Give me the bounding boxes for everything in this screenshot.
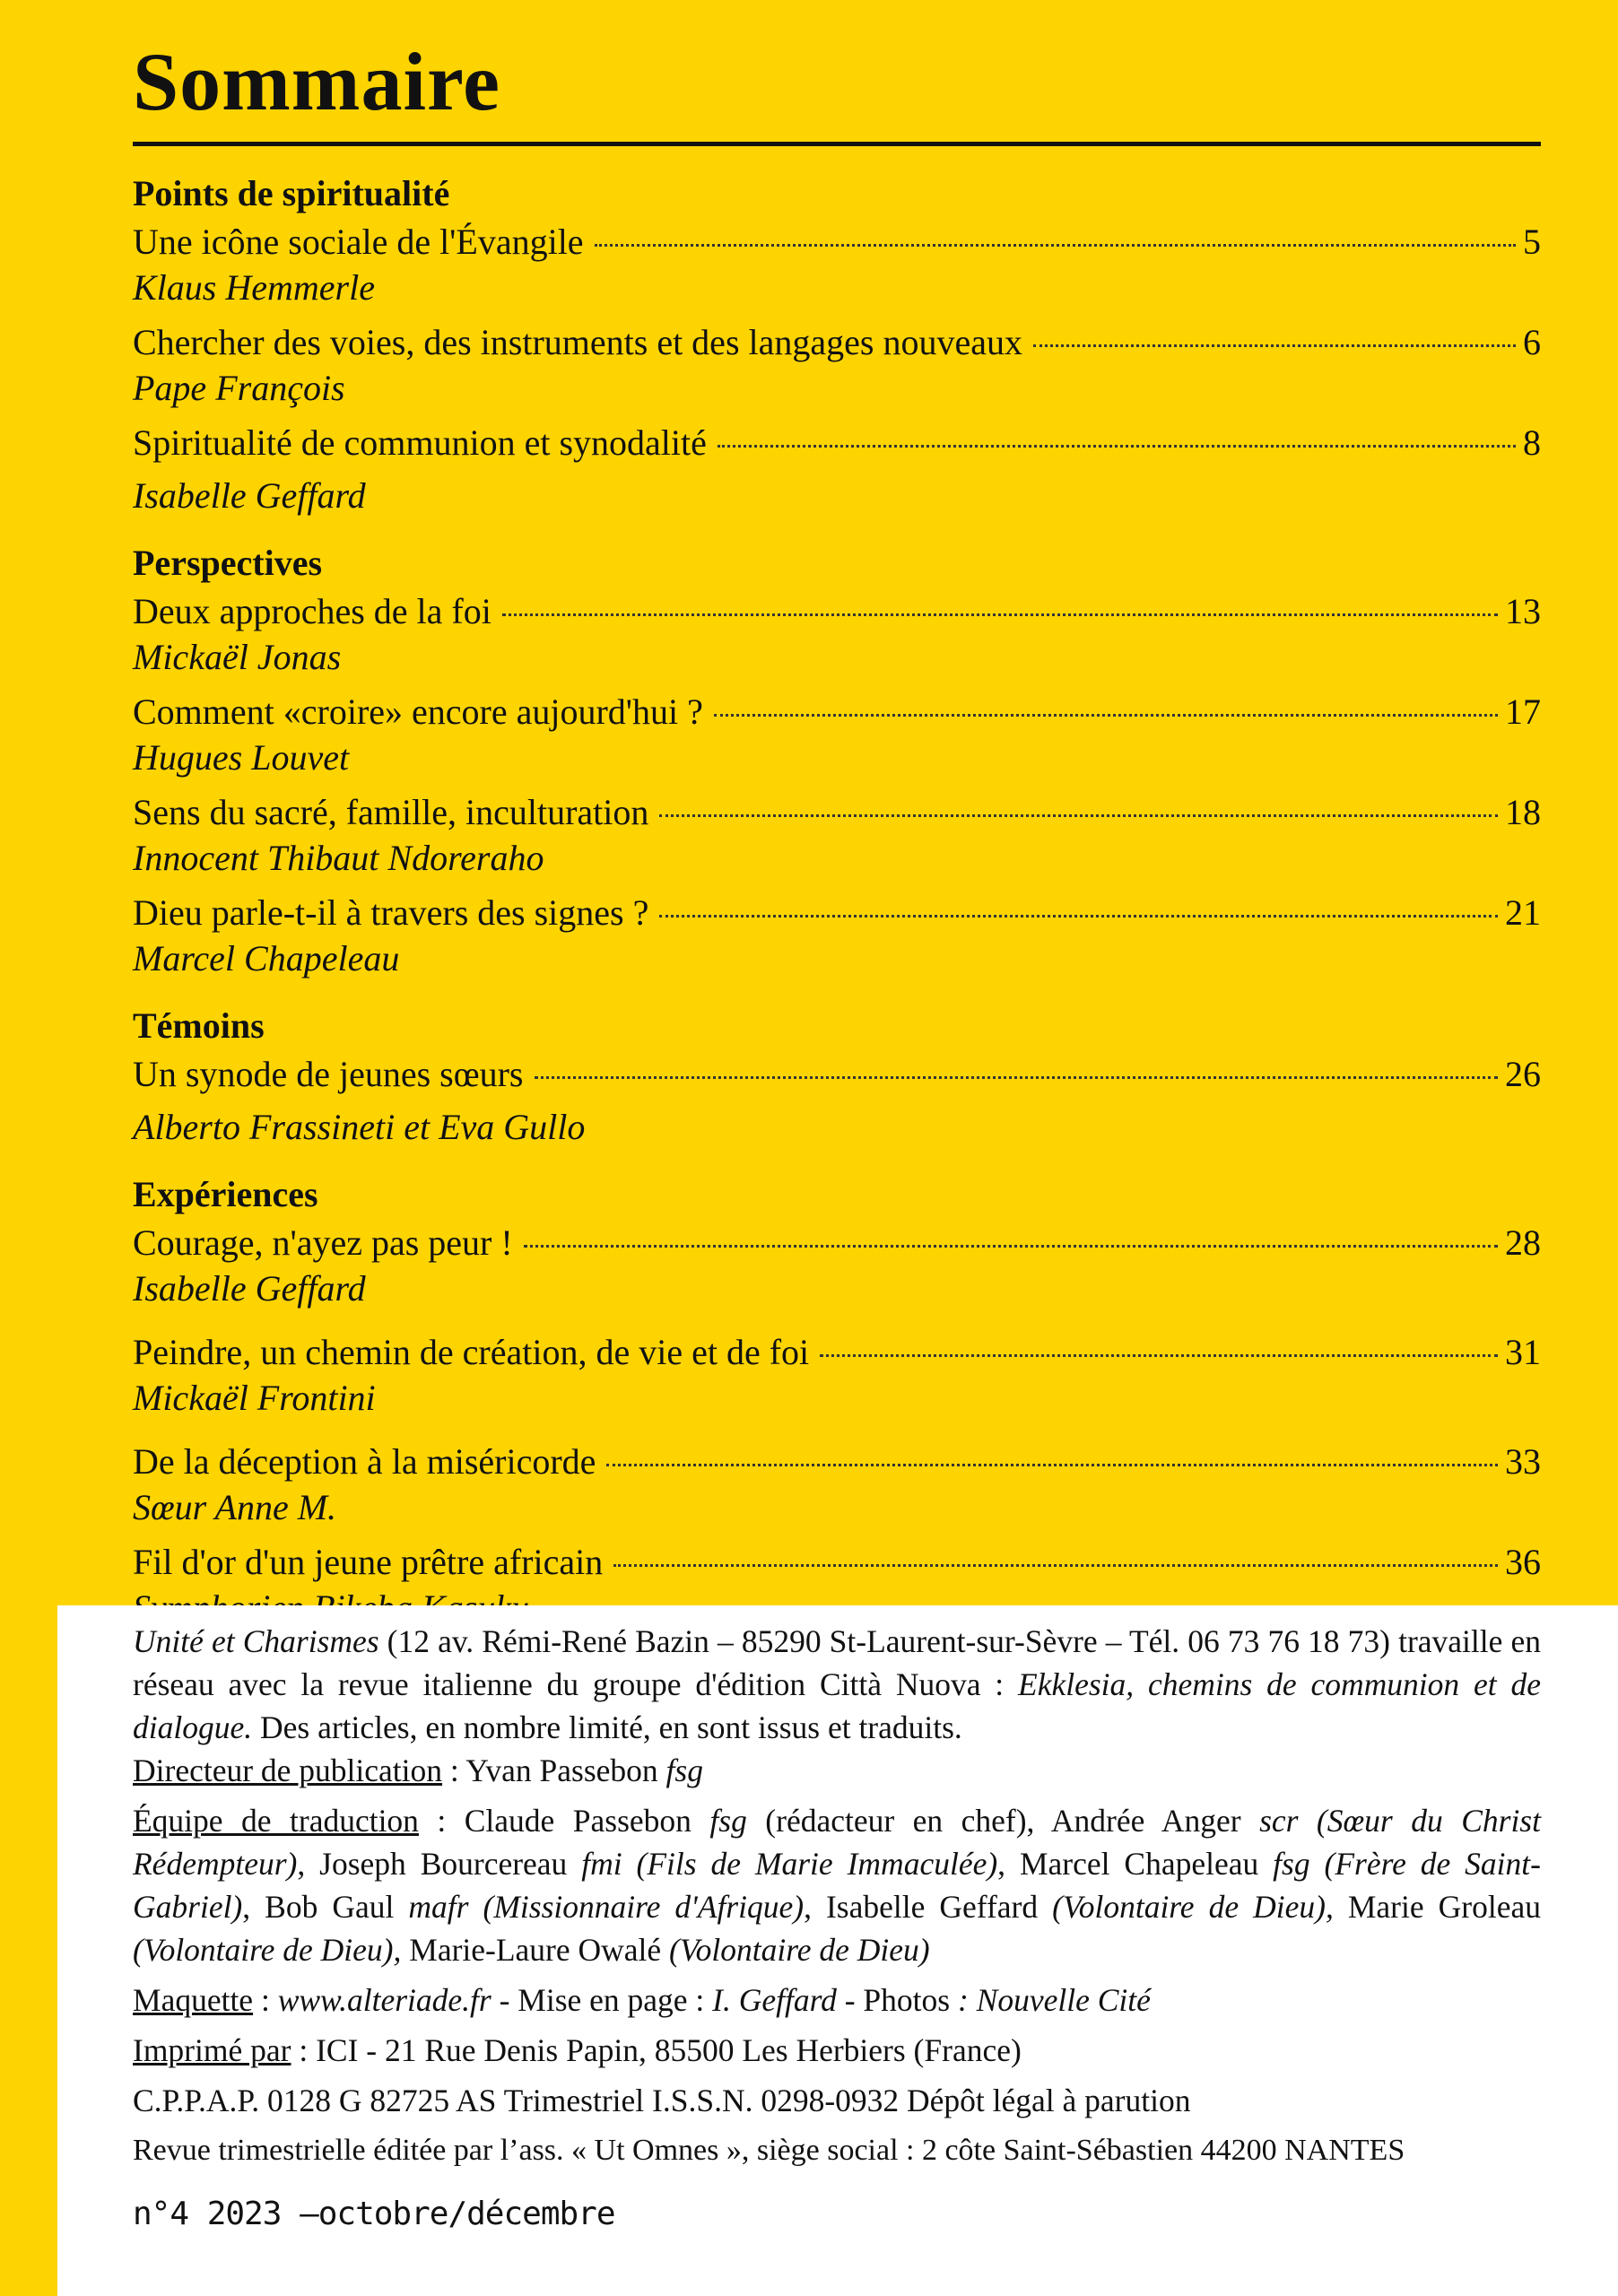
imprint-intro — [133, 1620, 1541, 1749]
toc-entry[interactable] — [133, 1051, 1541, 1150]
director-label: Directeur de publication — [133, 1752, 442, 1788]
entry-page: 26 — [1505, 1054, 1541, 1094]
entry-author: Isabelle Geffard — [133, 1268, 366, 1309]
legal-line: C.P.P.A.P. 0128 G 82725 AS Trimestriel I.S.S.N. 0298-0932 Dépôt légal à parution — [133, 2083, 1191, 2118]
entry-title: Fil d'or d'un jeune prêtre africain — [133, 1542, 604, 1582]
layout-line — [133, 1979, 1541, 2022]
toc-entry[interactable] — [133, 420, 1541, 518]
entry-title: Chercher des voies, des instruments et des langages nouveaux — [133, 322, 1022, 362]
entry-title: Un synode de jeunes sœurs — [133, 1054, 524, 1094]
leader-dots — [714, 714, 1498, 717]
leader-dots — [659, 814, 1498, 817]
entry-page: 8 — [1523, 422, 1541, 463]
toc-entry[interactable] — [133, 1220, 1541, 1311]
team-order: (Volontaire de Dieu) — [669, 1932, 930, 1968]
layout-photos-value: : Nouvelle Cité — [957, 1982, 1151, 2018]
entry-page: 17 — [1505, 691, 1541, 732]
director-line — [133, 1749, 1541, 1792]
partner-review: Ekklesia, chemins de communion et de dialogue. — [133, 1666, 1541, 1745]
title-rule — [133, 142, 1541, 146]
entry-page: 5 — [1523, 222, 1541, 262]
team-order: fsg — [709, 1803, 747, 1839]
toc-entry[interactable] — [133, 689, 1541, 780]
entry-title: Une icône sociale de l'Évangile — [133, 222, 584, 262]
layout-mid: - Mise en page : — [491, 1982, 713, 2018]
team-order: scr (Sœur du Christ Rédempteur) — [133, 1803, 1541, 1882]
publisher-line: Revue trimestrielle éditée par l’ass. « Ut Omnes », siège social : 2 côte Saint-Sébastien 44200 NANTES — [133, 2134, 1405, 2167]
entry-title: De la déception à la miséricorde — [133, 1441, 596, 1482]
team-order: (Volontaire de Dieu), — [133, 1932, 402, 1968]
leader-dots — [535, 1076, 1499, 1079]
team-member: , Marcel Chapeleau — [997, 1846, 1274, 1882]
team-member: , Isabelle Geffard — [804, 1889, 1053, 1925]
entry-page: 6 — [1523, 322, 1541, 362]
leader-dots — [820, 1354, 1498, 1357]
director-value: : Yvan Passebon — [442, 1752, 666, 1788]
entry-page: 13 — [1505, 591, 1541, 631]
team-order: fmi (Fils de Marie Immaculée) — [581, 1846, 998, 1882]
entry-author: Isabelle Geffard — [133, 475, 366, 516]
toc-entry[interactable] — [133, 588, 1541, 680]
entry-title: Dieu parle-t-il à travers des signes ? — [133, 892, 649, 933]
toc-entry[interactable] — [133, 319, 1541, 411]
entry-author: Sœur Anne M. — [133, 1487, 337, 1527]
entry-page: 36 — [1505, 1542, 1541, 1582]
toc-entry[interactable] — [133, 1329, 1541, 1421]
team-member: , Joseph Bourcereau — [297, 1846, 582, 1882]
team-order: fsg (Frère de Saint- Gabriel) — [133, 1846, 1541, 1925]
entry-author: Innocent Thibaut Ndorerahо — [133, 838, 544, 878]
printer-value: : ICI - 21 Rue Denis Papin, 85500 Les Herbiers (France) — [291, 2032, 1022, 2068]
leader-dots — [718, 445, 1516, 448]
entry-page: 31 — [1505, 1332, 1541, 1372]
section-heading: Témoins — [133, 1005, 265, 1046]
issue-footer: n°4 2023 –octobre/décembre — [133, 2196, 615, 2232]
team-member: : Claude Passebon — [418, 1803, 710, 1839]
entry-author: Mickaël Jonas — [133, 637, 342, 677]
leader-dots — [613, 1564, 1498, 1567]
team-member: Marie Groleau — [1333, 1889, 1541, 1925]
section-heading: Perspectives — [133, 543, 323, 583]
entry-title: Courage, n'ayez pas peur ! — [133, 1222, 513, 1263]
layout-label: Maquette — [133, 1982, 254, 2018]
entry-page: 33 — [1505, 1441, 1541, 1482]
team-label: Équipe de traduction — [133, 1803, 419, 1839]
leader-dots — [502, 613, 1498, 616]
team-member: , Bob Gaul — [242, 1889, 409, 1925]
leader-dots — [524, 1245, 1498, 1248]
leader-dots — [1033, 344, 1516, 347]
entry-author: Mickaël Frontini — [133, 1378, 376, 1418]
page-title: Sommaire — [133, 36, 501, 127]
entry-author: Marcel Chapeleau — [133, 938, 400, 978]
team-member: Marie-Laure Owalé — [401, 1932, 670, 1968]
entry-title: Peindre, un chemin de création, de vie et de foi — [133, 1332, 810, 1372]
entry-author: Klaus Hemmerle — [133, 267, 375, 308]
journal-name: Unité et Charismes — [133, 1623, 379, 1659]
layout-website-link[interactable]: www.alteriade.fr — [277, 1982, 491, 2018]
entry-page: 21 — [1505, 892, 1541, 933]
entry-author: Pape François — [133, 368, 345, 408]
entry-title: Comment «croire» encore aujourd'hui ? — [133, 691, 703, 732]
entry-title: Spiritualité de communion et synodalité — [133, 422, 707, 463]
section-heading: Points de spiritualité — [133, 173, 450, 213]
layout-photos: - Photos — [836, 1982, 958, 2018]
entry-author: Hugues Louvet — [133, 737, 350, 778]
separator: : — [253, 1982, 278, 2018]
layout-name: I. Geffard — [712, 1982, 837, 2018]
entry-page: 28 — [1505, 1222, 1541, 1263]
leader-dots — [606, 1464, 1498, 1466]
toc-entry[interactable] — [133, 789, 1541, 881]
printer-label: Imprimé par — [133, 2032, 291, 2068]
toc-entry[interactable] — [133, 219, 1541, 310]
director-order: fsg — [665, 1752, 703, 1788]
entry-author: Alberto Frassineti et Eva Gullo — [133, 1107, 586, 1147]
entry-title: Sens du sacré, famille, inculturation — [133, 792, 649, 832]
leader-dots — [595, 244, 1516, 247]
team-member: (rédacteur en chef), Andrée Anger — [746, 1803, 1260, 1839]
entry-page: 18 — [1505, 792, 1541, 832]
table-of-contents — [133, 169, 1541, 1631]
team-order: (Volontaire de Dieu), — [1052, 1889, 1334, 1925]
imprint-address: (12 av. Rémi-René Bazin – 85290 St-Laurent-sur-Sèvre – Tél. 06 73 76 18 73) travaille en réseau avec la revue italienne du groupe d'édition Città Nuova : — [133, 1623, 1541, 1702]
imprint — [133, 1620, 1541, 2172]
articles-note: Des articles, en nombre limité, en sont issus et traduits. — [252, 1709, 962, 1745]
section-heading: Expériences — [133, 1174, 318, 1214]
printer-line — [133, 2029, 1541, 2072]
entry-title: Deux approches de la foi — [133, 591, 491, 631]
toc-entry[interactable] — [133, 890, 1541, 981]
team-line — [133, 1799, 1541, 1971]
leader-dots — [659, 915, 1498, 918]
team-order: mafr (Missionnaire d'Afrique) — [408, 1889, 805, 1925]
toc-entry[interactable] — [133, 1439, 1541, 1530]
